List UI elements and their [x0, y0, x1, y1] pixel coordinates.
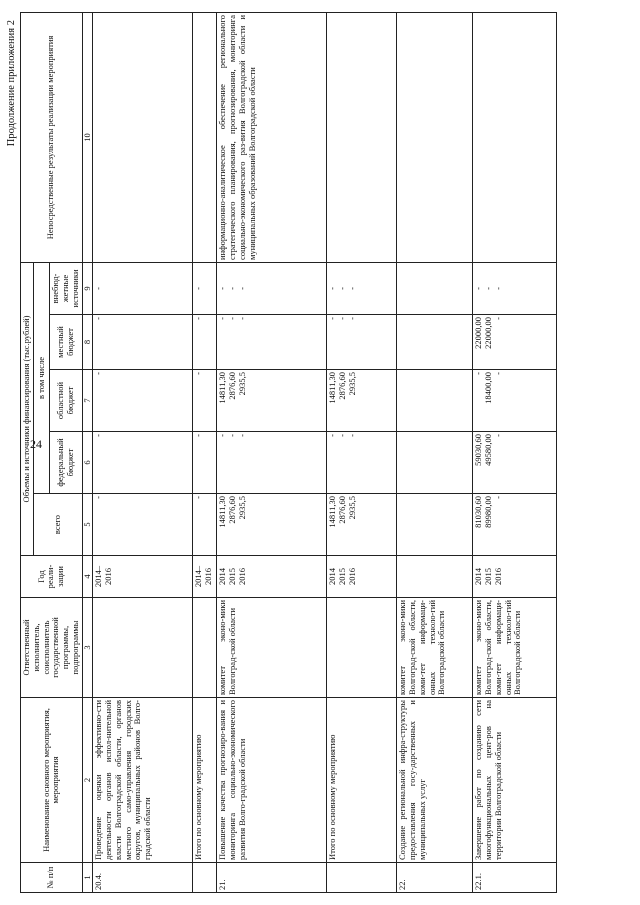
- cell-line: 2016: [346, 568, 357, 585]
- table-row: [473, 12, 557, 892]
- table-row: [93, 12, 193, 892]
- cell-line: 2876,60: [227, 372, 238, 400]
- row-extrabudget: [217, 262, 327, 314]
- cell-line: -: [327, 317, 338, 320]
- row-result: [327, 12, 397, 262]
- row-number: [327, 863, 397, 893]
- cell-line: -: [93, 496, 104, 499]
- table-row: [397, 12, 473, 892]
- cell-line: -: [217, 317, 228, 320]
- row-extrabudget: [397, 262, 473, 314]
- column-number: 8: [82, 315, 93, 370]
- row-result: [397, 12, 473, 262]
- table-row: [327, 12, 397, 892]
- header-funding: Объемы и источники финансирования (тыс.рублей): [21, 262, 34, 555]
- row-regional: [473, 370, 557, 432]
- row-extrabudget: [193, 262, 217, 314]
- row-local: [217, 315, 327, 370]
- header-extrabudget: внебюд-жетные источники: [50, 262, 82, 314]
- row-name: Завершение работ по созданию сети многофункциональных цент-ров на территории Волгоградской области: [473, 698, 557, 863]
- header-total: всего: [33, 494, 82, 556]
- cell-line: 2876,60: [337, 372, 348, 400]
- cell-line: 14811,30: [217, 372, 228, 404]
- cell-line: 2015: [337, 568, 348, 585]
- cell-line: 2014: [217, 568, 228, 585]
- cell-line: -: [236, 287, 247, 290]
- row-total: [93, 494, 193, 556]
- row-years: [397, 556, 473, 598]
- cell-line: 81030,60: [473, 496, 484, 528]
- row-local: [327, 315, 397, 370]
- row-local: [473, 315, 557, 370]
- cell-line: -: [227, 317, 238, 320]
- row-total: [217, 494, 327, 556]
- row-federal: [217, 432, 327, 494]
- cell-line: 2014: [473, 568, 484, 585]
- cell-line: -: [193, 317, 204, 320]
- cell-line: 2935,5: [346, 372, 357, 396]
- row-extrabudget: [327, 262, 397, 314]
- row-federal: [473, 432, 557, 494]
- cell-line: 2876,60: [227, 496, 238, 524]
- cell-line: -: [217, 434, 228, 437]
- cell-line: 2015: [227, 568, 238, 585]
- table-row: [217, 12, 327, 892]
- cell-line: -: [93, 434, 104, 437]
- page-number: 24: [30, 437, 42, 451]
- header-local: местный бюджет: [50, 315, 82, 370]
- column-number: 1: [82, 863, 93, 893]
- cell-line: -: [93, 317, 104, 320]
- row-years: [327, 556, 397, 598]
- cell-line: 18400,00: [483, 372, 494, 404]
- row-total: [193, 494, 217, 556]
- column-number: 10: [82, 12, 93, 262]
- row-executor: комитет эконо-мики Волгоград-ской области: [217, 598, 327, 698]
- row-name: Проведение оценки эффективно-сти деятельности органов испол-нительной власти Волгоградской области, органов местного само-управления городских округов, муниципальных районов Волго-градской области: [93, 698, 193, 863]
- row-local: [193, 315, 217, 370]
- cell-line: 2014: [327, 568, 338, 585]
- cell-line: 14811,30: [217, 496, 228, 528]
- appendix-caption: Продолжение приложения 2: [6, 20, 17, 147]
- row-number: 22.: [397, 863, 473, 893]
- column-number: 6: [82, 432, 93, 494]
- header-name: Наименование основного мероприятия, мероприятия: [21, 698, 83, 863]
- cell-line: -: [93, 372, 104, 375]
- cell-line: -: [337, 287, 348, 290]
- cell-line: 59030,60: [473, 434, 484, 466]
- cell-line: -: [492, 287, 503, 290]
- cell-line: -: [193, 496, 204, 499]
- cell-line: -: [227, 287, 238, 290]
- cell-line: -: [346, 434, 357, 437]
- header-including: в том числе: [33, 262, 50, 493]
- row-name: Создание региональной инфра-структуры предоставления госу-дарственных и муниципальных услуг: [397, 698, 473, 863]
- cell-line: -: [473, 372, 484, 375]
- cell-line: -: [337, 434, 348, 437]
- row-result: [193, 12, 217, 262]
- column-number: 3: [82, 598, 93, 698]
- cell-line: -: [327, 287, 338, 290]
- row-number: 22.1.: [473, 863, 557, 893]
- cell-line: -: [492, 434, 503, 437]
- row-total: [397, 494, 473, 556]
- cell-line: -: [327, 434, 338, 437]
- row-regional: [193, 370, 217, 432]
- row-executor: [193, 598, 217, 698]
- cell-line: 2935,5: [346, 496, 357, 520]
- cell-line: -: [217, 287, 228, 290]
- cell-line: -: [236, 317, 247, 320]
- cell-line: 2015: [483, 568, 494, 585]
- cell-line: -: [492, 496, 503, 499]
- row-regional: [217, 370, 327, 432]
- cell-line: 2935,5: [236, 496, 247, 520]
- cell-line: -: [483, 287, 494, 290]
- row-result: информационно-аналитическое обеспечение регионального стратегического планирования, прогнозирования, мониторинга социально-экономического раз-вития Волгоградской области и муниципальных образований Волгоградской области: [217, 12, 327, 262]
- row-name: Итого по основному мероприятию: [193, 698, 217, 863]
- row-executor: комитет эконо-мики Волгоград-ской области, коми-тет информаци-онных техноло-гий Волгоградской области: [397, 598, 473, 698]
- cell-line: 49580,00: [483, 434, 494, 466]
- cell-line: 2935,5: [236, 372, 247, 396]
- cell-line: 2016: [236, 568, 247, 585]
- table-body: [93, 12, 557, 892]
- row-executor: комитет эконо-мики Волгоград-ской области, коми-тет информаци-онных техноло-гий Волгоградской области: [473, 598, 557, 698]
- column-number-row: [82, 12, 93, 892]
- row-local: [397, 315, 473, 370]
- row-years: [93, 556, 193, 598]
- cell-line: 2016: [492, 568, 503, 585]
- row-result: [93, 12, 193, 262]
- column-number: 5: [82, 494, 93, 556]
- row-years: [217, 556, 327, 598]
- row-executor: [93, 598, 193, 698]
- row-number: 20.4.: [93, 863, 193, 893]
- row-extrabudget: [93, 262, 193, 314]
- row-name: Итого по основному мероприятию: [327, 698, 397, 863]
- table-row: [193, 12, 217, 892]
- row-years: [193, 556, 217, 598]
- row-local: [93, 315, 193, 370]
- cell-line: 22000,00: [473, 317, 484, 349]
- column-number: 4: [82, 556, 93, 598]
- cell-line: -: [93, 287, 104, 290]
- row-extrabudget: [473, 262, 557, 314]
- row-name: Повышение качества прогнозиро-вания и мониторинга социально-экономического развития Волго-градской области: [217, 698, 327, 863]
- row-regional: [397, 370, 473, 432]
- column-number: 9: [82, 262, 93, 314]
- cell-line: -: [193, 372, 204, 375]
- row-number: [193, 863, 217, 893]
- row-regional: [93, 370, 193, 432]
- cell-line: -: [337, 317, 348, 320]
- header-results: Непосредственные результаты реализации мероприятия: [21, 12, 83, 262]
- cell-line: 14811,30: [327, 372, 338, 404]
- header-year: Год реали-зации: [21, 556, 83, 598]
- column-number: 7: [82, 370, 93, 432]
- cell-line: 2876,60: [337, 496, 348, 524]
- cell-line: 22000,00: [483, 317, 494, 349]
- cell-line: -: [227, 434, 238, 437]
- cell-line: -: [492, 372, 503, 375]
- row-federal: [397, 432, 473, 494]
- cell-line: -: [473, 287, 484, 290]
- header-federal: федеральный бюджет: [50, 432, 82, 494]
- row-years: [473, 556, 557, 598]
- cell-line: -: [193, 287, 204, 290]
- cell-line: 14811,30: [327, 496, 338, 528]
- header-number: № п/п: [21, 863, 83, 893]
- cell-line: 2014–2016: [193, 565, 214, 588]
- cell-line: 89980,00: [483, 496, 494, 528]
- cell-line: -: [236, 434, 247, 437]
- cell-line: -: [492, 317, 503, 320]
- row-federal: [93, 432, 193, 494]
- row-executor: [327, 598, 397, 698]
- cell-line: 2014–2016: [93, 565, 114, 588]
- row-federal: [193, 432, 217, 494]
- column-number: 2: [82, 698, 93, 863]
- header-regional: областной бюджет: [50, 370, 82, 432]
- program-table: [20, 12, 557, 893]
- row-regional: [327, 370, 397, 432]
- row-result: [473, 12, 557, 262]
- row-number: 21.: [217, 863, 327, 893]
- row-total: [327, 494, 397, 556]
- cell-line: -: [346, 287, 357, 290]
- header-executor: Ответственный исполнитель, соисполнитель государственной программы, подпрограммы: [21, 598, 83, 698]
- cell-line: -: [346, 317, 357, 320]
- row-federal: [327, 432, 397, 494]
- row-total: [473, 494, 557, 556]
- cell-line: -: [193, 434, 204, 437]
